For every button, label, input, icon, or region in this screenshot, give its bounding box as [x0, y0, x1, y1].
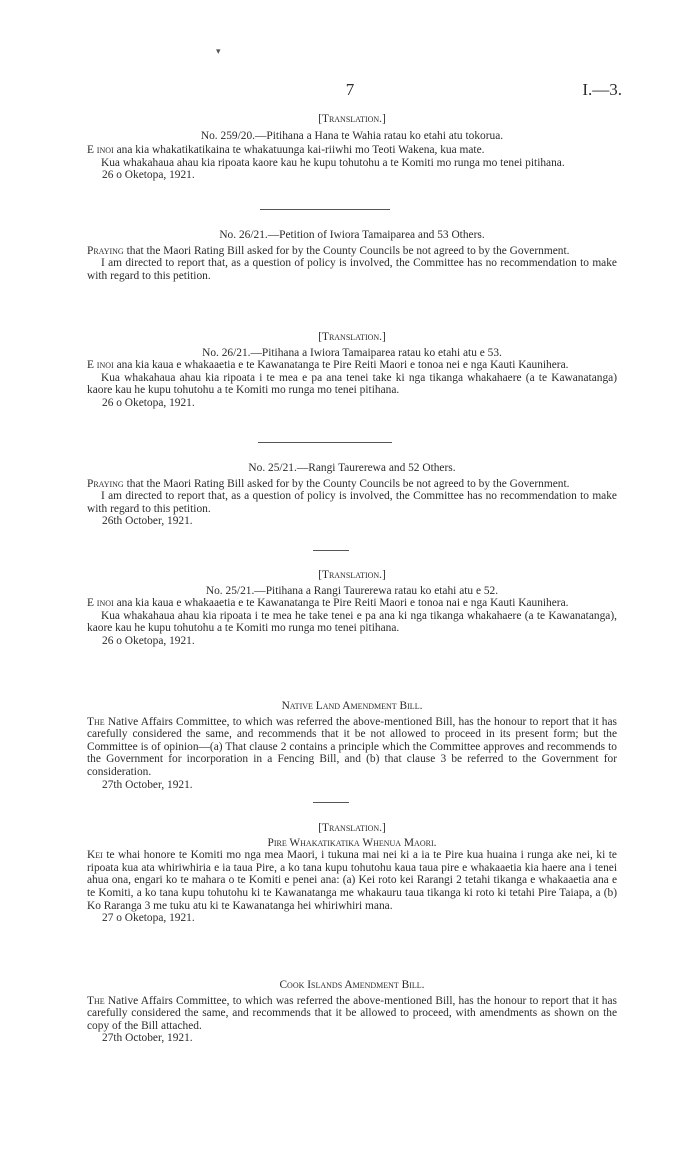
paragraph-lead-word: Praying [87, 477, 124, 490]
date-line: 27 o Oketopa, 1921. [102, 912, 195, 925]
section-translation-26-21 [87, 331, 617, 410]
paragraph-text: Native Affairs Committee, to which was referred the above-mentioned Bill, has the honour to report that it has carefully considered the same, and recommends that it be not allowed to proceed in its present form; but the Committee is of opinion—(a) That clause 2 contains a principle which the Committee approves and recommends to the Government for incorporation in a Fencing Bill, and (b) that clause 3 be referred to the Government for consideration. [87, 715, 617, 778]
date-line: 26 o Oketopa, 1921. [102, 396, 195, 409]
page-number: 7 [345, 80, 355, 99]
paragraph-lead [87, 245, 617, 258]
paragraph: I am directed to report that, as a question of policy is involved, the Committee has no recommendation to make with regard to this petition. [87, 490, 617, 515]
paragraph-lead [87, 359, 617, 372]
paragraph-lead-word: E inoi [87, 359, 114, 372]
paragraph-lead-word: E inoi [87, 144, 114, 157]
paragraph: Kua whakahaua ahau kia ripoata i te mea e pa ana tenei take ki nga tikanga whakahaere (a te Kawanatanga) kaore kau he kupu tohutohu a te Komiti mo runga mo tenei pitihana. [87, 371, 617, 397]
paragraph-lead [87, 478, 617, 491]
paragraph-lead-word: The [87, 715, 105, 728]
paragraph-lead [87, 597, 617, 610]
paragraph: I am directed to report that, as a question of policy is involved, the Committee has no recommendation to make with regard to this petition. [87, 257, 617, 282]
section-translation-native-land [87, 822, 617, 925]
date-line: 27th October, 1921. [102, 1032, 193, 1045]
paragraph-text: ana kia kaua e whakaaetia e te Kawanatanga te Pire Reiti Maori e tonoa nei e nga Kauti Kaunihera. [116, 359, 569, 372]
paragraph-lead-word: E inoi [87, 597, 114, 610]
paragraph: Kua whakahaua ahau kia ripoata i te mea he take tenei e pa ana ki nga tikanga whakahaere (a te Kawanatanga), kaore kau he kupu tohutohu a te Komiti mo runga mo tenei pitihana. [87, 609, 617, 635]
section-divider [260, 209, 390, 210]
section-divider [313, 802, 349, 803]
section-title: No. 25/21.—Pitihana a Rangi Taurerewa ratau ko etahi atu e 52. [205, 584, 499, 597]
paragraph-lead [87, 849, 617, 912]
section-native-land-amendment-bill [87, 700, 617, 791]
section-translation-259-20 [87, 113, 617, 182]
section-title: No. 259/20.—Pitihana a Hana te Wahia ratau ko etahi atu tokorua. [200, 129, 504, 142]
section-divider [258, 442, 392, 443]
section-title: Native Land Amendment Bill. [281, 700, 423, 712]
section-translation-25-21 [87, 569, 617, 648]
section-divider [313, 550, 349, 551]
paragraph-lead-word: The [87, 994, 105, 1007]
paragraph: Kua whakahaua ahau kia ripoata kaore kau he kupu tohutohu a te Komiti mo runga mo tenei pitihana. [101, 156, 565, 169]
paragraph-lead-word: Kei [87, 849, 103, 862]
section-title: Cook Islands Amendment Bill. [279, 979, 425, 991]
section-heading: [Translation.] [318, 569, 386, 581]
section-heading: [Translation.] [318, 822, 386, 834]
paragraph-lead [87, 144, 617, 157]
paragraph-text: ana kia kaua e whakaaetia e te Kawanatanga te Pire Reiti Maori e tonoa nai e nga Kauti Kaunihera. [116, 597, 569, 610]
date-line: 26 o Oketopa, 1921. [102, 634, 195, 647]
paragraph-lead [87, 716, 617, 779]
paragraph-text: Native Affairs Committee, to which was referred the above-mentioned Bill, has the honour to report that it has carefully considered the same, and recommends that it be allowed to proceed, with amendments as shown on the copy of the Bill attached. [87, 994, 617, 1032]
section-petition-25-21 [87, 462, 617, 528]
section-heading: [Translation.] [318, 113, 386, 125]
section-title: No. 25/21.—Rangi Taurerewa and 52 Others. [248, 462, 456, 474]
section-title: Pire Whakatikatika Whenua Maori. [267, 836, 437, 849]
document-reference: I.—3. [582, 80, 622, 99]
date-line: 26 o Oketopa, 1921. [102, 169, 195, 182]
paragraph-lead [87, 995, 617, 1033]
paragraph-text: that the Maori Rating Bill asked for by the County Councils be not agreed to by the Government. [126, 477, 570, 490]
margin-dot: ▾ [216, 46, 221, 56]
section-heading: [Translation.] [318, 331, 386, 343]
section-petition-26-21 [87, 229, 617, 282]
section-cook-islands-amendment-bill [87, 979, 617, 1045]
paragraph-text: that the Maori Rating Bill asked for by the County Councils be not agreed to by the Government. [126, 244, 570, 257]
date-line: 27th October, 1921. [102, 778, 193, 791]
paragraph-text: te whai honore te Komiti mo nga mea Maori, i tukuna mai nei ki a ia te Pire kua huaina i runga ake nei, ki te ripoata kua ata whiriwhiria e ia taua Pire, a ko tana kupu tohutohu kaua taua pire e whakaaetia kia haere ana i tenei ahua ona, engari ko te mahara o te Komiti e penei ana: (a) Kei roto kei Rarangi 2 tetahi tikanga e whakaaetia ana e te Komiti, a ko tana kupu tohutohu ki te Kawanatanga me whakauru taua tikanga ki roto ki tetahi Pire Taiapa, a (b) Ko Raranga 3 me tuku atu ki te Kawanatanga hei whiriwhiri mana. [87, 849, 617, 912]
section-title: No. 26/21.—Pitihana a Iwiora Tamaiparea ratau ko etahi atu e 53. [202, 346, 502, 359]
section-title: No. 26/21.—Petition of Iwiora Tamaiparea and 53 Others. [219, 229, 485, 241]
date-line: 26th October, 1921. [102, 515, 193, 528]
paragraph-text: ana kia whakatikatikaina te whakatuunga kai-riiwhi mo Teoti Wakena, kua mate. [116, 144, 485, 157]
paragraph-lead-word: Praying [87, 244, 124, 257]
